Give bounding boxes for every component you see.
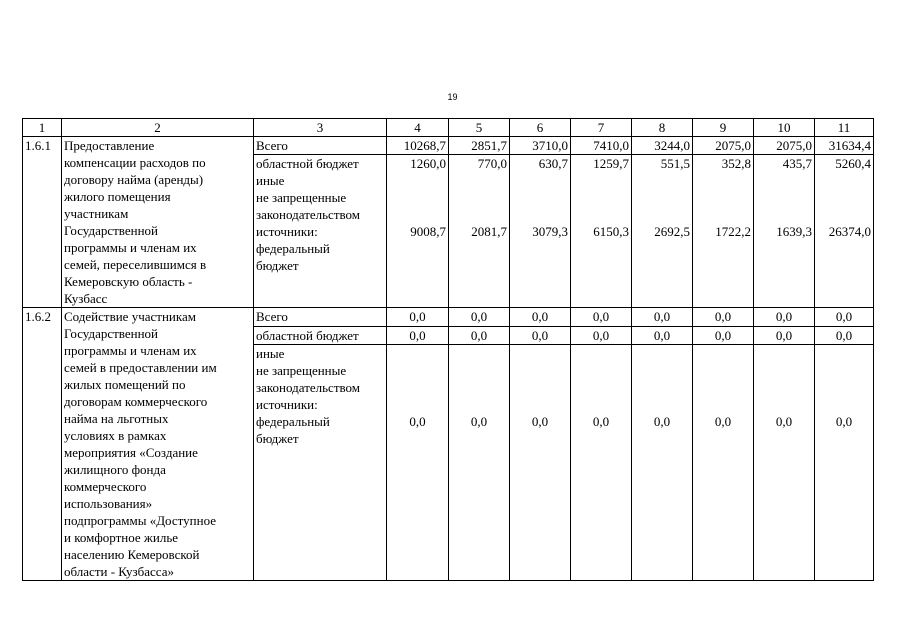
federal-value: 0,0 <box>470 414 488 429</box>
column-header: 9 <box>693 119 754 137</box>
value-cell: 3710,0 <box>510 137 571 155</box>
text-line: иные <box>256 173 285 188</box>
other-sources-label <box>256 172 384 274</box>
value-cell: 2851,7 <box>449 137 510 155</box>
text-line: мероприятия «Создание <box>64 445 198 460</box>
column-header: 10 <box>754 119 815 137</box>
column-header: 11 <box>815 119 874 137</box>
federal-value: 1722,2 <box>715 224 751 239</box>
regional-value: 1259,7 <box>593 156 629 171</box>
text-line: Кемеровскую область - <box>64 274 193 289</box>
value-cell <box>571 155 632 308</box>
value-cell <box>387 345 449 581</box>
value-cell <box>754 155 815 308</box>
table-row <box>23 308 874 327</box>
regional-value: 551,5 <box>660 156 690 171</box>
source-label: областной бюджет <box>254 326 387 345</box>
federal-value: 0,0 <box>714 414 732 429</box>
federal-value: 1639,3 <box>776 224 812 239</box>
value-cell <box>815 345 874 581</box>
source-label: Всего <box>254 308 387 327</box>
column-header: 5 <box>449 119 510 137</box>
value-cell: 0,0 <box>693 326 754 345</box>
value-cell <box>632 345 693 581</box>
value-cell: 2075,0 <box>754 137 815 155</box>
text-line: федеральный <box>256 241 330 256</box>
column-header: 4 <box>387 119 449 137</box>
column-header: 2 <box>62 119 254 137</box>
text-line: и комфортное жилье <box>64 530 179 545</box>
regional-value: 435,7 <box>782 156 812 171</box>
value-cell: 7410,0 <box>571 137 632 155</box>
regional-value: 5260,4 <box>835 156 871 171</box>
row-id: 1.6.2 <box>23 308 62 581</box>
value-cell: 0,0 <box>632 326 693 345</box>
text-line: законодательством <box>256 380 361 395</box>
federal-value: 2692,5 <box>654 224 690 239</box>
column-header: 7 <box>571 119 632 137</box>
column-header: 1 <box>23 119 62 137</box>
row-id: 1.6.1 <box>23 137 62 308</box>
regional-value: 630,7 <box>538 156 568 171</box>
value-cell <box>449 155 510 308</box>
text-line: Предоставление <box>64 138 155 153</box>
text-line: бюджет <box>256 258 299 273</box>
source-label <box>254 155 387 308</box>
text-line: семей, переселившимся в <box>64 257 207 272</box>
federal-value: 3079,3 <box>532 224 568 239</box>
value-cell: 3244,0 <box>632 137 693 155</box>
text-line: Содействие участникам <box>64 309 196 324</box>
text-line: программы и членам их <box>64 343 197 358</box>
value-cell <box>693 345 754 581</box>
column-header: 8 <box>632 119 693 137</box>
text-line: жилого помещения <box>64 189 171 204</box>
regional-label: областной бюджет <box>256 156 359 171</box>
value-cell <box>510 345 571 581</box>
text-line: коммерческого <box>64 479 147 494</box>
federal-value: 0,0 <box>653 414 671 429</box>
text-line: компенсации расходов по <box>64 155 206 170</box>
value-cell <box>754 345 815 581</box>
text-line: федеральный <box>256 414 330 429</box>
value-cell: 0,0 <box>510 308 571 327</box>
source-label <box>254 345 387 581</box>
text-line: области - Кузбасса» <box>64 564 174 579</box>
value-cell <box>387 155 449 308</box>
federal-value: 6150,3 <box>593 224 629 239</box>
value-cell: 0,0 <box>571 326 632 345</box>
text-line: Кузбасс <box>64 291 108 306</box>
value-cell: 0,0 <box>815 326 874 345</box>
text-line: договору найма (аренды) <box>64 172 204 187</box>
value-cell: 0,0 <box>815 308 874 327</box>
federal-value: 0,0 <box>775 414 793 429</box>
value-cell: 0,0 <box>632 308 693 327</box>
federal-value: 0,0 <box>409 414 426 429</box>
text-line: жилищного фонда <box>64 462 166 477</box>
other-sources-label <box>256 345 384 447</box>
value-cell: 0,0 <box>449 308 510 327</box>
text-line: источники: <box>256 397 318 412</box>
text-line: найма на льготных <box>64 411 169 426</box>
text-line: программы и членам их <box>64 240 197 255</box>
value-cell: 0,0 <box>387 308 449 327</box>
text-line: Государственной <box>64 223 159 238</box>
row-name-lines <box>64 137 251 307</box>
value-cell: 0,0 <box>754 308 815 327</box>
column-header: 6 <box>510 119 571 137</box>
federal-value: 2081,7 <box>471 224 507 239</box>
header-row <box>23 119 874 137</box>
value-cell <box>815 155 874 308</box>
value-cell: 0,0 <box>693 308 754 327</box>
text-line: источники: <box>256 224 318 239</box>
value-cell: 0,0 <box>387 326 449 345</box>
value-cell <box>571 345 632 581</box>
federal-value: 0,0 <box>531 414 549 429</box>
text-line: жилых помещений по <box>64 377 186 392</box>
value-cell <box>510 155 571 308</box>
value-cell: 0,0 <box>510 326 571 345</box>
value-cell: 31634,4 <box>815 137 874 155</box>
table-row <box>23 137 874 155</box>
text-line: участникам <box>64 206 129 221</box>
value-cell: 0,0 <box>571 308 632 327</box>
source-label: Всего <box>254 137 387 155</box>
text-line: подпрограммы «Доступное <box>64 513 217 528</box>
federal-value: 0,0 <box>592 414 610 429</box>
text-line: Государственной <box>64 326 159 341</box>
value-cell: 0,0 <box>754 326 815 345</box>
text-line: семей в предоставлении им <box>64 360 217 375</box>
page-number: 19 <box>447 92 458 102</box>
row-name-lines <box>64 308 251 580</box>
column-header: 3 <box>254 119 387 137</box>
text-line: использования» <box>64 496 153 511</box>
budget-table <box>22 118 874 581</box>
value-cell: 10268,7 <box>387 137 449 155</box>
text-line: не запрещенные <box>256 190 347 205</box>
text-line: условиях в рамках <box>64 428 167 443</box>
row-name <box>62 308 254 581</box>
text-line: населению Кемеровской <box>64 547 200 562</box>
text-line: законодательством <box>256 207 361 222</box>
federal-value: 26374,0 <box>828 224 871 239</box>
federal-value: 9008,7 <box>410 224 446 239</box>
value-cell <box>693 155 754 308</box>
regional-value: 352,8 <box>721 156 751 171</box>
regional-value: 770,0 <box>477 156 507 171</box>
federal-value: 0,0 <box>835 414 853 429</box>
text-line: договорам коммерческого <box>64 394 208 409</box>
regional-value: 1260,0 <box>410 156 446 171</box>
row-name <box>62 137 254 308</box>
text-line: иные <box>256 346 285 361</box>
value-cell <box>632 155 693 308</box>
value-cell <box>449 345 510 581</box>
value-cell: 0,0 <box>449 326 510 345</box>
value-cell: 2075,0 <box>693 137 754 155</box>
text-line: бюджет <box>256 431 299 446</box>
text-line: не запрещенные <box>256 363 347 378</box>
